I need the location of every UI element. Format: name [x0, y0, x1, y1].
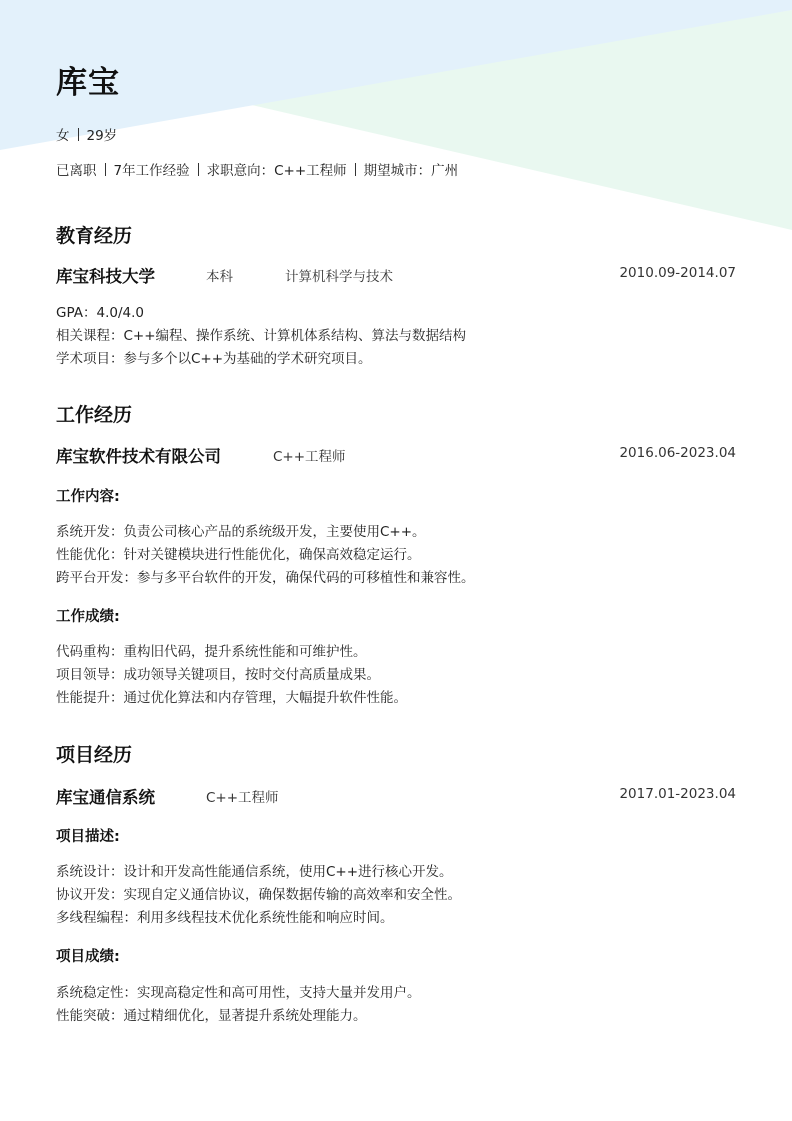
work-achievement-line: 性能提升：通过优化算法和内存管理，大幅提升软件性能。 [56, 690, 407, 706]
age: 29岁 [86, 128, 118, 144]
work-experience: 7年工作经验 [113, 163, 190, 179]
section-title-work: 工作经历 [56, 404, 133, 426]
gender: 女 [56, 128, 70, 144]
job-intent: 求职意向：C++工程师 [206, 163, 347, 179]
separator [355, 163, 356, 176]
project-desc-line: 多线程编程：利用多线程技术优化系统性能和响应时间。 [56, 910, 394, 926]
candidate-name: 库宝 [56, 65, 120, 101]
project-achievement-line: 系统稳定性：实现高稳定性和高可用性，支持大量并发用户。 [56, 985, 421, 1001]
major: 计算机科学与技术 [285, 269, 393, 285]
degree: 本科 [206, 269, 233, 285]
status-info [56, 159, 458, 179]
work-content-line: 性能优化：针对关键模块进行性能优化，确保高效稳定运行。 [56, 547, 421, 563]
section-title-education: 教育经历 [56, 225, 133, 247]
separator [78, 128, 79, 141]
section-title-project: 项目经历 [56, 744, 133, 766]
work-content-line: 系统开发：负责公司核心产品的系统级开发，主要使用C++。 [56, 524, 426, 540]
education-line: 相关课程：C++编程、操作系统、计算机体系结构、算法与数据结构 [56, 328, 467, 344]
basic-info [56, 124, 117, 144]
separator [198, 163, 199, 176]
education-line: GPA：4.0/4.0 [56, 305, 144, 321]
education-entry-header [56, 263, 736, 287]
work-content-title: 工作内容: [56, 489, 120, 505]
work-entry-header [56, 443, 736, 467]
project-achievement-line: 性能突破：通过精细优化，显著提升系统处理能力。 [56, 1008, 367, 1024]
project-desc-title: 项目描述: [56, 829, 120, 845]
project-desc-line: 系统设计：设计和开发高性能通信系统，使用C++进行核心开发。 [56, 864, 453, 880]
project-entry-header [56, 784, 736, 808]
project-date: 2017.01-2023.04 [619, 786, 736, 802]
company-name: 库宝软件技术有限公司 [56, 447, 221, 466]
work-role: C++工程师 [273, 449, 346, 465]
expected-city: 期望城市：广州 [363, 163, 459, 179]
education-line: 学术项目：参与多个以C++为基础的学术研究项目。 [56, 351, 372, 367]
work-date: 2016.06-2023.04 [619, 445, 736, 461]
project-role: C++工程师 [206, 790, 279, 806]
project-achievements-title: 项目成绩: [56, 949, 120, 965]
employment-status: 已离职 [56, 163, 97, 179]
school-name: 库宝科技大学 [56, 267, 155, 286]
work-achievements-title: 工作成绩: [56, 609, 120, 625]
project-desc-line: 协议开发：实现自定义通信协议，确保数据传输的高效率和安全性。 [56, 887, 461, 903]
work-content-line: 跨平台开发：参与多平台软件的开发，确保代码的可移植性和兼容性。 [56, 570, 475, 586]
project-name: 库宝通信系统 [56, 788, 155, 807]
work-achievement-line: 项目领导：成功领导关键项目，按时交付高质量成果。 [56, 667, 380, 683]
education-date: 2010.09-2014.07 [619, 265, 736, 281]
separator [105, 163, 106, 176]
work-achievement-line: 代码重构：重构旧代码，提升系统性能和可维护性。 [56, 644, 367, 660]
